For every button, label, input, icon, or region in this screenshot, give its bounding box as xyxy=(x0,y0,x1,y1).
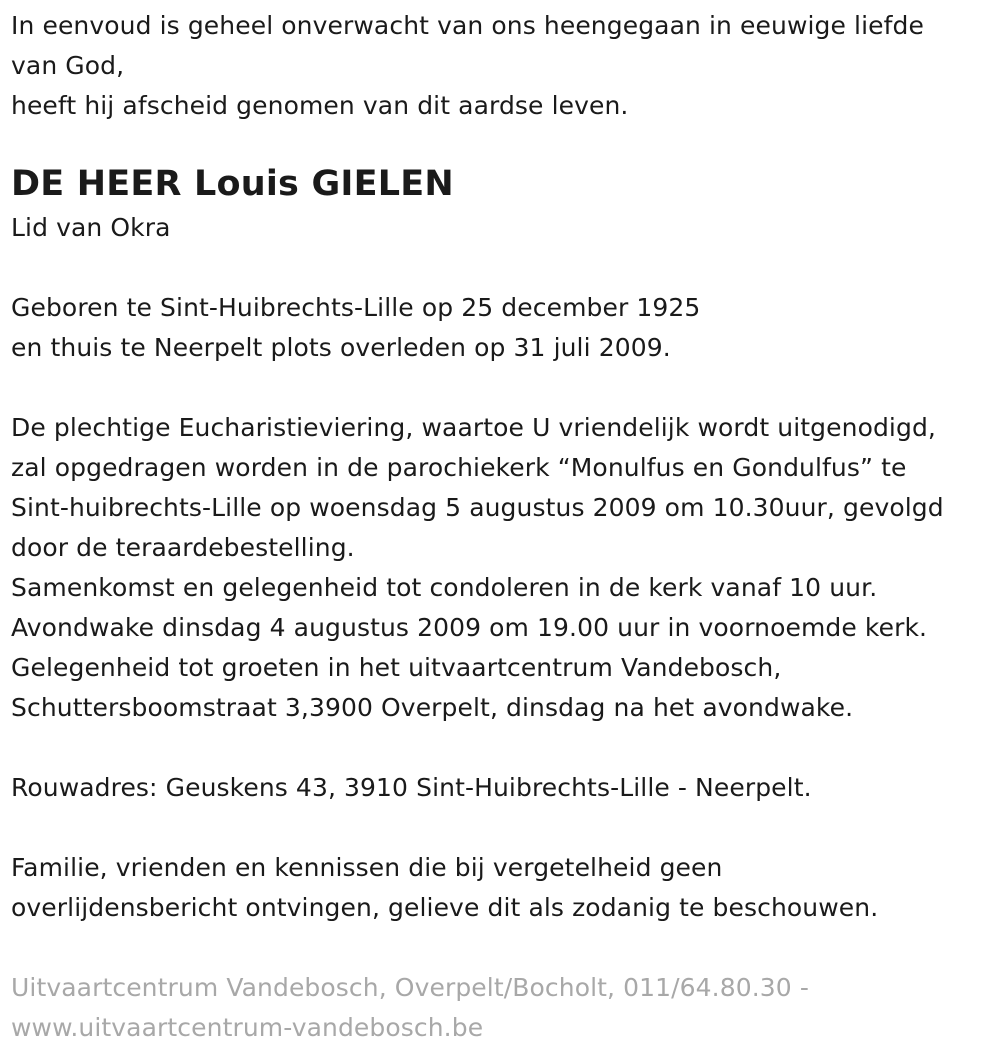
spacer xyxy=(11,928,990,968)
mourning-address: Rouwadres: Geuskens 43, 3910 Sint-Huibrechts-Lille - Neerpelt. xyxy=(11,773,812,802)
funeral-home-footer xyxy=(11,968,990,1048)
ceremony-line: Gelegenheid tot groeten in het uitvaartcentrum Vandebosch, xyxy=(11,653,782,682)
ceremony-line: door de teraardebestelling. xyxy=(11,533,355,562)
ceremony-line: Avondwake dinsdag 4 augustus 2009 om 19.00 uur in voornoemde kerk. xyxy=(11,613,928,642)
membership-label: Lid van Okra xyxy=(11,213,171,242)
intro-line: heeft hij afscheid genomen van dit aardse leven. xyxy=(11,91,629,120)
notice-line: overlijdensbericht ontvingen, gelieve dit als zodanig te beschouwen. xyxy=(11,893,879,922)
ceremony-line: Schuttersboomstraat 3,3900 Overpelt, dinsdag na het avondwake. xyxy=(11,693,854,722)
intro-line: In eenvoud is geheel onverwacht van ons heengegaan in eeuwige liefde xyxy=(11,11,924,40)
footer-website-line: www.uitvaartcentrum-vandebosch.be xyxy=(11,1013,484,1042)
spacer xyxy=(11,248,990,288)
notice-paragraph xyxy=(11,848,990,928)
intro-paragraph xyxy=(11,6,990,126)
spacer xyxy=(11,728,990,768)
ceremony-paragraph xyxy=(11,408,990,728)
footer-contact-line: Uitvaartcentrum Vandebosch, Overpelt/Bocholt, 011/64.80.30 - xyxy=(11,973,809,1002)
intro-line: van God, xyxy=(11,51,125,80)
notice-line: Familie, vrienden en kennissen die bij vergetelheid geen xyxy=(11,853,723,882)
ceremony-line: zal opgedragen worden in de parochiekerk “Monulfus en Gondulfus” te xyxy=(11,453,907,482)
birth-death-paragraph xyxy=(11,288,990,368)
spacer xyxy=(11,368,990,408)
ceremony-line: Samenkomst en gelegenheid tot condoleren in de kerk vanaf 10 uur. xyxy=(11,573,878,602)
deceased-name: DE HEER Louis GIELEN xyxy=(11,164,454,204)
birth-line: Geboren te Sint-Huibrechts-Lille op 25 december 1925 xyxy=(11,293,701,322)
ceremony-line: Sint-huibrechts-Lille op woensdag 5 augustus 2009 om 10.30uur, gevolgd xyxy=(11,493,944,522)
ceremony-line: De plechtige Eucharistieviering, waartoe U vriendelijk wordt uitgenodigd, xyxy=(11,413,936,442)
death-line: en thuis te Neerpelt plots overleden op 31 juli 2009. xyxy=(11,333,671,362)
spacer xyxy=(11,808,990,848)
spacer xyxy=(11,126,990,156)
